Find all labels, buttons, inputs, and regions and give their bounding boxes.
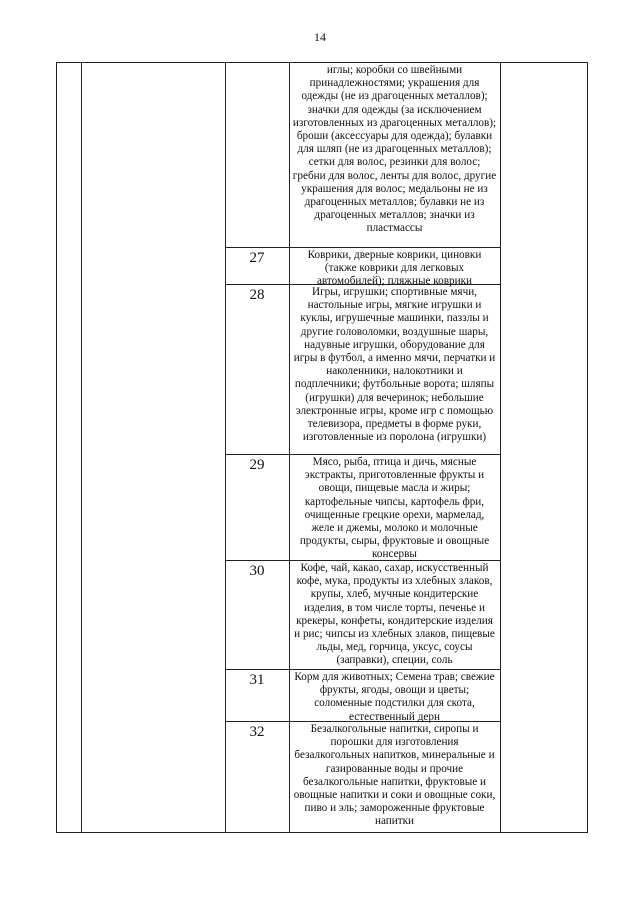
description-line: автомобилей); пляжные коврики [316,275,473,288]
class-number: 30 [249,563,265,579]
description-line: безалкогольные напитки, фруктовые и [302,775,487,788]
description-line: овощи, пищевые масла и жиры; [318,482,471,495]
description-line: надувные игрушки, оборудование для [304,338,485,351]
class-number: 28 [249,287,265,303]
description-line: куклы, игрушечные машинки, паззлы и [300,312,489,325]
description-line: Мясо, рыба, птица и дичь, мясные [312,456,477,468]
description-line: пиво и эль; замороженные фруктовые [304,802,485,815]
description-line: очищенные грецкие орехи, мармелад, [304,508,485,521]
table-row [225,722,500,834]
description-line: естественный дерн [349,710,440,723]
description-line: соломенные подстилки для скота, [314,697,475,710]
description-line: газированные воды и прочие [325,762,464,775]
description-line: пластмассы [366,222,423,235]
description-line: Корм для животных; Семена трав; свежие [294,671,495,683]
description-line: гребни для волос, ленты для волос, другие [292,169,497,182]
description-line: сетки для волос, резинки для волос; [308,156,481,169]
description-line: изготовленных из драгоценных металлов); [292,116,497,129]
description-line: значки для одежды (за исключением [307,103,482,116]
page-number: 14 [314,30,326,44]
column-divider [500,63,501,832]
description-line: овощные напитки и соки и овощные соки, [293,789,496,802]
description-line: принадлежностями; украшения для [309,77,480,90]
description-line: продукты, сыры, фруктовые и овощные [299,535,490,548]
description-line: другие головоломки, воздушные шары, [300,325,489,338]
table-row [225,670,500,722]
description-line: настольные игры, мягкие игрушки и [307,299,482,312]
class-number [225,63,289,65]
class-number: 29 [249,457,265,473]
description-line: телевизора, предметы в форме руки, [307,418,482,431]
description-line: броши (аксессуары для одежда); булавки [296,130,493,143]
description-line: Кофе, чай, какао, сахар, искусственный [300,562,489,574]
column-divider [81,63,82,832]
description-line: наколенники, налокотники и [326,365,463,378]
description-line: для шляп (не из драгоценных металлов); [297,143,492,156]
table-row [225,63,500,248]
description-line: порошки для изготовления [330,736,459,749]
class-number: 32 [249,724,265,740]
description-line: иглы; коробки со швейными [326,64,463,76]
class-description [289,722,500,829]
table-row [225,455,500,561]
description-line: драгоценных металлов; значки из [314,209,475,222]
description-line: консервы [372,548,417,561]
table-row [225,561,500,670]
description-line: льды, мед, горчица, уксус, соусы [316,641,473,654]
description-line: напитки [374,815,415,828]
description-line: фрукты, ягоды, овощи и цветы; [319,684,470,697]
description-line: изделия, в том числе торты, печенье и [303,601,486,614]
description-line: безалкогольных напитков, минеральные и [294,749,495,762]
description-line: крекеры, конфеты, кондитерские изделия [296,614,493,627]
description-line: крупы, хлеб, мучные кондитерские [310,588,479,601]
description-line: Коврики, дверные коврики, циновки [307,249,482,261]
class-description [289,63,500,236]
description-line: электронные игры, кроме игр с помощью [295,404,494,417]
description-line: картофельные чипсы, картофель фри, [304,495,485,508]
description-line: экстракты, приготовленные фрукты и [304,469,485,482]
description-line: кофе, мука, продукты из хлебных злаков, [296,575,493,588]
class-description [289,455,500,562]
class-description [289,561,500,668]
class-description [289,248,500,289]
description-line: драгоценных металлов; булавки не из [304,196,485,209]
description-line: украшения для волос; медальоны не из [301,182,488,195]
table-row [225,285,500,455]
table-row [225,248,500,288]
class-number: 27 [249,250,265,266]
description-line: одежды (не из драгоценных металлов); [301,90,488,103]
description-line: изготовленные из поролона (игрушки) [302,431,487,444]
class-description [289,670,500,724]
class-description [289,285,500,444]
description-line: желе и джемы, молоко и молочные [311,522,478,535]
description-line: (заправки), специи, соль [336,654,453,667]
table-rows [225,63,500,834]
goods-table [56,62,588,833]
class-number: 31 [249,672,265,688]
description-line: подплечники; футбольные ворота; шляпы [294,378,495,391]
description-line: Безалкогольные напитки, сиропы и [310,723,479,735]
description-line: (также коврики для легковых [324,262,465,275]
description-line: игры в футбол, а именно мячи, перчатки и [293,352,496,365]
description-line: Игры, игрушки; спортивные мячи, [312,286,477,298]
description-line: (игрушки) для вечеринок; небольшие [305,391,484,404]
description-line: и рис; чипсы из хлебных злаков, пищевые [294,628,495,641]
